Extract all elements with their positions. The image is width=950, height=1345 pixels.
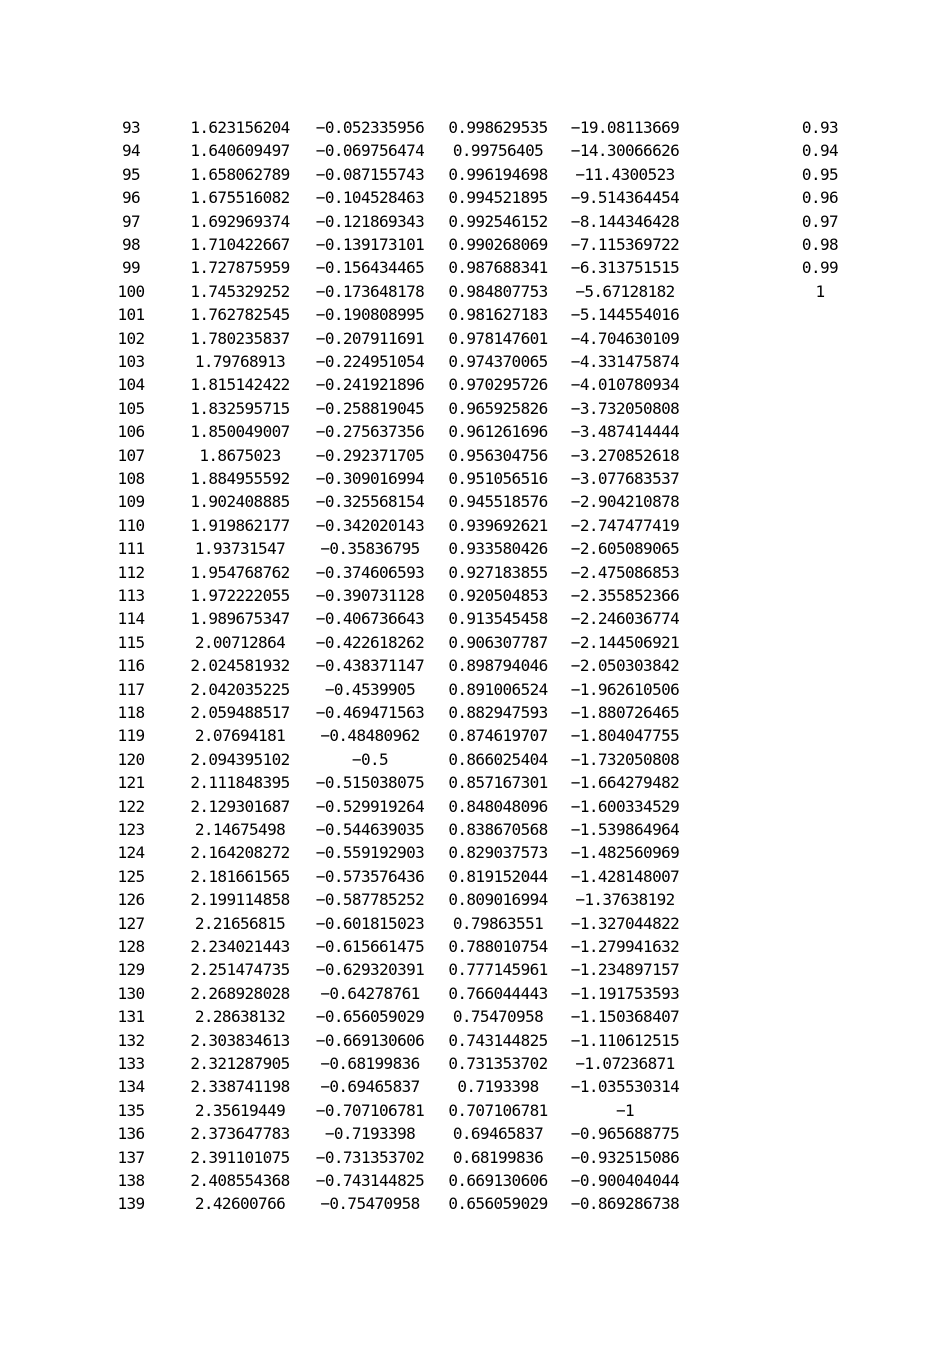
cotangent-cell[interactable]: −9.514364454 (570, 188, 680, 208)
angle-radians-cell[interactable]: 2.024581932 (190, 656, 290, 676)
angle-radians-cell[interactable]: 2.28638132 (194, 1007, 286, 1027)
sine-cell[interactable]: 0.656059029 (448, 1194, 548, 1214)
table-row (0, 888, 950, 911)
cosine-cell[interactable]: −0.258819045 (315, 398, 425, 418)
row-number-cell[interactable]: 112 (117, 562, 145, 582)
angle-radians-cell[interactable]: 1.745329252 (190, 281, 290, 301)
cotangent-cell[interactable]: −0.965688775 (570, 1124, 680, 1144)
cosine-cell[interactable]: −0.743144825 (315, 1171, 425, 1190)
sine-cell[interactable]: 0.788010754 (448, 937, 548, 956)
row-number-cell[interactable]: 134 (117, 1077, 145, 1097)
row-number-cell[interactable]: 95 (121, 164, 141, 184)
angle-radians-cell[interactable]: 1.623156204 (190, 118, 290, 137)
sine-cell[interactable]: 0.7193398 (457, 1077, 539, 1097)
cosine-cell[interactable]: −0.69465837 (320, 1077, 420, 1097)
cosine-cell[interactable]: −0.669130606 (315, 1030, 425, 1050)
angle-radians-cell[interactable]: 1.850049007 (190, 422, 290, 442)
cosine-cell[interactable]: −0.587785252 (315, 890, 425, 910)
sine-cell[interactable]: 0.984807753 (448, 281, 548, 301)
angle-radians-cell[interactable]: 2.111848395 (190, 773, 290, 793)
sine-cell[interactable]: 0.956304756 (448, 445, 548, 465)
angle-radians-cell[interactable]: 2.234021443 (190, 937, 290, 956)
angle-radians-cell[interactable]: 2.07694181 (194, 726, 286, 746)
table-row (0, 1029, 950, 1052)
table-row (0, 771, 950, 794)
row-number-cell[interactable]: 102 (117, 328, 145, 348)
cosine-cell[interactable]: −0.629320391 (315, 960, 425, 980)
cosine-cell[interactable]: −0.422618262 (315, 632, 425, 652)
cosine-cell[interactable]: −0.207911691 (315, 328, 425, 348)
fraction-cell[interactable]: 0.96 (801, 188, 839, 208)
sine-cell[interactable]: 0.866025404 (448, 749, 548, 769)
table-row (0, 1099, 950, 1122)
table-row (0, 1169, 950, 1192)
table-row (0, 1122, 950, 1145)
cotangent-cell[interactable]: −1.880726465 (570, 703, 680, 722)
sine-cell[interactable]: 0.961261696 (448, 422, 548, 442)
cosine-cell[interactable]: −0.173648178 (315, 281, 425, 301)
cotangent-cell[interactable]: −4.010780934 (570, 375, 680, 395)
table-row (0, 584, 950, 607)
table-row (0, 1052, 950, 1075)
table-row (0, 1075, 950, 1098)
sine-cell[interactable]: 0.838670568 (448, 820, 548, 839)
angle-radians-cell[interactable]: 1.658062789 (190, 164, 290, 184)
table-row (0, 373, 950, 396)
cotangent-cell[interactable]: −2.355852366 (570, 586, 680, 605)
cotangent-cell[interactable]: −2.246036774 (570, 609, 680, 629)
table-row (0, 935, 950, 958)
table-row (0, 280, 950, 303)
row-number-cell[interactable]: 130 (117, 983, 145, 1003)
angle-radians-cell[interactable]: 2.321287905 (190, 1054, 290, 1073)
sine-cell[interactable]: 0.898794046 (448, 656, 548, 676)
sine-cell[interactable]: 0.809016994 (448, 890, 548, 910)
cosine-cell[interactable]: −0.374606593 (315, 562, 425, 582)
sine-cell[interactable]: 0.913545458 (448, 609, 548, 629)
cotangent-cell[interactable]: −3.077683537 (570, 469, 680, 488)
cotangent-cell[interactable]: −19.08113669 (570, 118, 680, 137)
cotangent-cell[interactable]: −1.428148007 (570, 866, 680, 886)
angle-radians-cell[interactable]: 1.780235837 (190, 328, 290, 348)
table-row (0, 607, 950, 630)
cosine-cell[interactable]: −0.469471563 (315, 703, 425, 722)
cosine-cell[interactable]: −0.309016994 (315, 469, 425, 488)
cosine-cell[interactable]: −0.68199836 (320, 1054, 420, 1073)
table-row (0, 912, 950, 935)
cosine-cell[interactable]: −0.224951054 (315, 352, 425, 371)
row-number-cell[interactable]: 117 (117, 679, 145, 699)
table-row (0, 748, 950, 771)
row-number-cell[interactable]: 135 (117, 1100, 145, 1120)
row-number-cell[interactable]: 131 (117, 1007, 145, 1027)
sine-cell[interactable]: 0.819152044 (448, 866, 548, 886)
sine-cell[interactable]: 0.978147601 (448, 328, 548, 348)
angle-radians-cell[interactable]: 1.832595715 (190, 398, 290, 418)
row-number-cell[interactable]: 139 (117, 1194, 145, 1214)
angle-radians-cell[interactable]: 1.989675347 (190, 609, 290, 629)
sine-cell[interactable]: 0.939692621 (448, 515, 548, 535)
cosine-cell[interactable]: −0.559192903 (315, 843, 425, 863)
row-number-cell[interactable]: 121 (117, 773, 145, 793)
sine-cell[interactable]: 0.906307787 (448, 632, 548, 652)
sine-cell[interactable]: 0.69465837 (452, 1124, 544, 1144)
cotangent-cell[interactable]: −1.279941632 (570, 937, 680, 956)
row-number-cell[interactable]: 103 (117, 352, 145, 371)
table-row (0, 631, 950, 654)
cotangent-cell[interactable]: −1.035530314 (570, 1077, 680, 1097)
table-row (0, 701, 950, 724)
angle-radians-cell[interactable]: 2.42600766 (194, 1194, 286, 1214)
sine-cell[interactable]: 0.891006524 (448, 679, 548, 699)
sine-cell[interactable]: 0.970295726 (448, 375, 548, 395)
sine-cell[interactable]: 0.951056516 (448, 469, 548, 488)
sine-cell[interactable]: 0.669130606 (448, 1171, 548, 1190)
angle-radians-cell[interactable]: 1.93731547 (194, 539, 286, 559)
cotangent-cell[interactable]: −2.605089065 (570, 539, 680, 559)
cosine-cell[interactable]: −0.7193398 (324, 1124, 416, 1144)
table-row (0, 1192, 950, 1215)
row-number-cell[interactable]: 115 (117, 632, 145, 652)
row-number-cell[interactable]: 132 (117, 1030, 145, 1050)
angle-radians-cell[interactable]: 2.35619449 (194, 1100, 286, 1120)
angle-radians-cell[interactable]: 1.675516082 (190, 188, 290, 208)
angle-radians-cell[interactable]: 2.181661565 (190, 866, 290, 886)
table-row (0, 327, 950, 350)
row-number-cell[interactable]: 108 (117, 469, 145, 488)
cosine-cell[interactable]: −0.275637356 (315, 422, 425, 442)
cosine-cell[interactable]: −0.069756474 (315, 141, 425, 161)
cosine-cell[interactable]: −0.601815023 (315, 913, 425, 933)
cotangent-cell[interactable]: −5.144554016 (570, 305, 680, 325)
table-row (0, 139, 950, 162)
angle-radians-cell[interactable]: 2.199114858 (190, 890, 290, 910)
row-number-cell[interactable]: 118 (117, 703, 145, 722)
row-number-cell[interactable]: 120 (117, 749, 145, 769)
cosine-cell[interactable]: −0.573576436 (315, 866, 425, 886)
sine-cell[interactable]: 0.731353702 (448, 1054, 548, 1073)
cotangent-cell[interactable]: −4.331475874 (570, 352, 680, 371)
sine-cell[interactable]: 0.994521895 (448, 188, 548, 208)
cotangent-cell[interactable]: −1.150368407 (570, 1007, 680, 1027)
sine-cell[interactable]: 0.857167301 (448, 773, 548, 793)
cotangent-cell[interactable]: −1.327044822 (570, 913, 680, 933)
cosine-cell[interactable]: −0.104528463 (315, 188, 425, 208)
sine-cell[interactable]: 0.974370065 (448, 352, 548, 371)
fraction-cell[interactable]: 0.95 (801, 164, 839, 184)
angle-radians-cell[interactable]: 2.059488517 (190, 703, 290, 722)
table-row (0, 444, 950, 467)
angle-radians-cell[interactable]: 2.094395102 (190, 749, 290, 769)
cosine-cell[interactable]: −0.438371147 (315, 656, 425, 676)
row-number-cell[interactable]: 114 (117, 609, 145, 629)
cosine-cell[interactable]: −0.4539905 (324, 679, 416, 699)
table-row (0, 256, 950, 279)
angle-radians-cell[interactable]: 2.164208272 (190, 843, 290, 863)
sine-cell[interactable]: 0.99756405 (452, 141, 544, 161)
cosine-cell[interactable]: −0.241921896 (315, 375, 425, 395)
cotangent-cell[interactable]: −1.539864964 (570, 820, 680, 839)
cotangent-cell[interactable]: −1.732050808 (570, 749, 680, 769)
row-number-cell[interactable]: 123 (117, 820, 145, 839)
cotangent-cell[interactable]: −3.487414444 (570, 422, 680, 442)
fraction-cell[interactable]: 1 (815, 281, 825, 301)
sine-cell[interactable]: 0.743144825 (448, 1030, 548, 1050)
angle-radians-cell[interactable]: 2.303834613 (190, 1030, 290, 1050)
row-number-cell[interactable]: 128 (117, 937, 145, 956)
row-number-cell[interactable]: 105 (117, 398, 145, 418)
table-row (0, 795, 950, 818)
row-number-cell[interactable]: 93 (121, 118, 141, 137)
row-number-cell[interactable]: 111 (117, 539, 145, 559)
sine-cell[interactable]: 0.927183855 (448, 562, 548, 582)
angle-radians-cell[interactable]: 2.00712864 (194, 632, 286, 652)
table-row (0, 303, 950, 326)
cotangent-cell[interactable]: −1.962610506 (570, 679, 680, 699)
angle-radians-cell[interactable]: 1.919862177 (190, 515, 290, 535)
cosine-cell[interactable]: −0.35836795 (320, 539, 420, 559)
table-row (0, 490, 950, 513)
cotangent-cell[interactable]: −2.050303842 (570, 656, 680, 676)
angle-radians-cell[interactable]: 2.373647783 (190, 1124, 290, 1144)
sine-cell[interactable]: 0.998629535 (448, 118, 548, 137)
row-number-cell[interactable]: 137 (117, 1147, 145, 1167)
angle-radians-cell[interactable]: 1.815142422 (190, 375, 290, 395)
row-number-cell[interactable]: 136 (117, 1124, 145, 1144)
cosine-cell[interactable]: −0.731353702 (315, 1147, 425, 1167)
table-row (0, 958, 950, 981)
fraction-cell[interactable]: 0.99 (801, 258, 839, 278)
angle-radians-cell[interactable]: 2.21656815 (194, 913, 286, 933)
row-number-cell[interactable]: 116 (117, 656, 145, 676)
angle-radians-cell[interactable]: 2.251474735 (190, 960, 290, 980)
table-row (0, 865, 950, 888)
sine-cell[interactable]: 0.992546152 (448, 211, 548, 231)
cosine-cell[interactable]: −0.121869343 (315, 211, 425, 231)
sine-cell[interactable]: 0.829037573 (448, 843, 548, 863)
row-number-cell[interactable]: 97 (121, 211, 141, 231)
table-row (0, 350, 950, 373)
fraction-cell[interactable]: 0.94 (801, 141, 839, 161)
cotangent-cell[interactable]: −1.37638192 (575, 890, 675, 910)
table-row (0, 397, 950, 420)
row-number-cell[interactable]: 106 (117, 422, 145, 442)
sine-cell[interactable]: 0.920504853 (448, 586, 548, 605)
angle-radians-cell[interactable]: 1.954768762 (190, 562, 290, 582)
cotangent-cell[interactable]: −3.270852618 (570, 445, 680, 465)
cosine-cell[interactable]: −0.342020143 (315, 515, 425, 535)
cosine-cell[interactable]: −0.515038075 (315, 773, 425, 793)
angle-radians-cell[interactable]: 1.727875959 (190, 258, 290, 278)
cotangent-cell[interactable]: −1.110612515 (570, 1030, 680, 1050)
angle-radians-cell[interactable]: 2.391101075 (190, 1147, 290, 1167)
table-row (0, 186, 950, 209)
table-row (0, 514, 950, 537)
row-number-cell[interactable]: 113 (117, 586, 145, 605)
cosine-cell[interactable]: −0.615661475 (315, 937, 425, 956)
angle-radians-cell[interactable]: 2.338741198 (190, 1077, 290, 1097)
fraction-cell[interactable]: 0.93 (801, 118, 839, 137)
cotangent-cell[interactable]: −1.804047755 (570, 726, 680, 746)
row-number-cell[interactable]: 99 (121, 258, 141, 278)
cotangent-cell[interactable]: −0.869286738 (570, 1194, 680, 1214)
row-number-cell[interactable]: 101 (117, 305, 145, 325)
cotangent-cell[interactable]: −1.664279482 (570, 773, 680, 793)
row-number-cell[interactable]: 104 (117, 375, 145, 395)
angle-radians-cell[interactable]: 1.692969374 (190, 211, 290, 231)
sine-cell[interactable]: 0.882947593 (448, 703, 548, 722)
row-number-cell[interactable]: 138 (117, 1171, 145, 1190)
cosine-cell[interactable]: −0.087155743 (315, 164, 425, 184)
row-number-cell[interactable]: 109 (117, 492, 145, 512)
table-row (0, 420, 950, 443)
table-row (0, 116, 950, 139)
cotangent-cell[interactable]: −5.67128182 (575, 281, 675, 301)
cosine-cell[interactable]: −0.292371705 (315, 445, 425, 465)
sine-cell[interactable]: 0.965925826 (448, 398, 548, 418)
cotangent-cell[interactable]: −0.900404044 (570, 1171, 680, 1190)
cotangent-cell[interactable]: −1.482560969 (570, 843, 680, 863)
row-number-cell[interactable]: 126 (117, 890, 145, 910)
cosine-cell[interactable]: −0.190808995 (315, 305, 425, 325)
table-row (0, 818, 950, 841)
cotangent-cell[interactable]: −8.144346428 (570, 211, 680, 231)
cosine-cell[interactable]: −0.390731128 (315, 586, 425, 605)
angle-radians-cell[interactable]: 1.762782545 (190, 305, 290, 325)
cotangent-cell[interactable]: −1.600334529 (570, 796, 680, 816)
angle-radians-cell[interactable]: 1.8675023 (199, 445, 281, 465)
cotangent-cell[interactable]: −4.704630109 (570, 328, 680, 348)
cosine-cell[interactable]: −0.75470958 (320, 1194, 420, 1214)
cotangent-cell[interactable]: −2.747477419 (570, 515, 680, 535)
angle-radians-cell[interactable]: 1.972222055 (190, 586, 290, 605)
sine-cell[interactable]: 0.933580426 (448, 539, 548, 559)
angle-radians-cell[interactable]: 1.884955592 (190, 469, 290, 488)
angle-radians-cell[interactable]: 1.79768913 (194, 352, 286, 371)
sine-cell[interactable]: 0.987688341 (448, 258, 548, 278)
sine-cell[interactable]: 0.766044443 (448, 983, 548, 1003)
table-row (0, 678, 950, 701)
cosine-cell[interactable]: −0.529919264 (315, 796, 425, 816)
cosine-cell[interactable]: −0.052335956 (315, 118, 425, 137)
cotangent-cell[interactable]: −2.144506921 (570, 632, 680, 652)
cotangent-cell[interactable]: −0.932515086 (570, 1147, 680, 1167)
row-number-cell[interactable]: 94 (121, 141, 141, 161)
cosine-cell[interactable]: −0.64278761 (320, 983, 420, 1003)
row-number-cell[interactable]: 98 (121, 235, 141, 254)
row-number-cell[interactable]: 119 (117, 726, 145, 746)
cotangent-cell[interactable]: −2.904210878 (570, 492, 680, 512)
sine-cell[interactable]: 0.990268069 (448, 235, 548, 254)
sine-cell[interactable]: 0.707106781 (448, 1100, 548, 1120)
cotangent-cell[interactable]: −7.115369722 (570, 235, 680, 254)
fraction-cell[interactable]: 0.98 (801, 235, 839, 254)
sine-cell[interactable]: 0.777145961 (448, 960, 548, 980)
row-number-cell[interactable]: 129 (117, 960, 145, 980)
cotangent-cell[interactable]: −6.313751515 (570, 258, 680, 278)
angle-radians-cell[interactable]: 2.14675498 (194, 820, 286, 839)
table-row (0, 467, 950, 490)
row-number-cell[interactable]: 133 (117, 1054, 145, 1073)
row-number-cell[interactable]: 110 (117, 515, 145, 535)
row-number-cell[interactable]: 124 (117, 843, 145, 863)
table-row (0, 163, 950, 186)
table-row (0, 982, 950, 1005)
cosine-cell[interactable]: −0.325568154 (315, 492, 425, 512)
table-row (0, 1146, 950, 1169)
sine-cell[interactable]: 0.79863551 (452, 913, 544, 933)
table-row (0, 561, 950, 584)
cotangent-cell[interactable]: −14.30066626 (570, 141, 680, 161)
angle-radians-cell[interactable]: 2.408554368 (190, 1171, 290, 1190)
angle-radians-cell[interactable]: 1.902408885 (190, 492, 290, 512)
sine-cell[interactable]: 0.874619707 (448, 726, 548, 746)
sine-cell[interactable]: 0.981627183 (448, 305, 548, 325)
cosine-cell[interactable]: −0.156434465 (315, 258, 425, 278)
sine-cell[interactable]: 0.996194698 (448, 164, 548, 184)
table-row (0, 654, 950, 677)
row-number-cell[interactable]: 100 (117, 281, 145, 301)
cotangent-cell[interactable]: −11.4300523 (575, 164, 675, 184)
sine-cell[interactable]: 0.75470958 (452, 1007, 544, 1027)
cosine-cell[interactable]: −0.656059029 (315, 1007, 425, 1027)
cosine-cell[interactable]: −0.48480962 (320, 726, 420, 746)
sine-cell[interactable]: 0.848048096 (448, 796, 548, 816)
table-row (0, 841, 950, 864)
angle-radians-cell[interactable]: 2.042035225 (190, 679, 290, 699)
cosine-cell[interactable]: −0.5 (351, 749, 389, 769)
cosine-cell[interactable]: −0.544639035 (315, 820, 425, 839)
row-number-cell[interactable]: 107 (117, 445, 145, 465)
angle-radians-cell[interactable]: 2.129301687 (190, 796, 290, 816)
sine-cell[interactable]: 0.68199836 (452, 1147, 544, 1167)
cosine-cell[interactable]: −0.139173101 (315, 235, 425, 254)
angle-radians-cell[interactable]: 2.268928028 (190, 983, 290, 1003)
table-row (0, 537, 950, 560)
row-number-cell[interactable]: 96 (121, 188, 141, 208)
cotangent-cell[interactable]: −1.234897157 (570, 960, 680, 980)
row-number-cell[interactable]: 125 (117, 866, 145, 886)
cotangent-cell[interactable]: −2.475086853 (570, 562, 680, 582)
row-number-cell[interactable]: 122 (117, 796, 145, 816)
cosine-cell[interactable]: −0.707106781 (315, 1100, 425, 1120)
angle-radians-cell[interactable]: 1.710422667 (190, 235, 290, 254)
cotangent-cell[interactable]: −1 (615, 1100, 635, 1120)
fraction-cell[interactable]: 0.97 (801, 211, 839, 231)
sine-cell[interactable]: 0.945518576 (448, 492, 548, 512)
table-row (0, 233, 950, 256)
table-row (0, 1005, 950, 1028)
table-row (0, 724, 950, 747)
cotangent-cell[interactable]: −1.191753593 (570, 983, 680, 1003)
angle-radians-cell[interactable]: 1.640609497 (190, 141, 290, 161)
cosine-cell[interactable]: −0.406736643 (315, 609, 425, 629)
table-row (0, 210, 950, 233)
cotangent-cell[interactable]: −1.07236871 (575, 1054, 675, 1073)
cotangent-cell[interactable]: −3.732050808 (570, 398, 680, 418)
row-number-cell[interactable]: 127 (117, 913, 145, 933)
